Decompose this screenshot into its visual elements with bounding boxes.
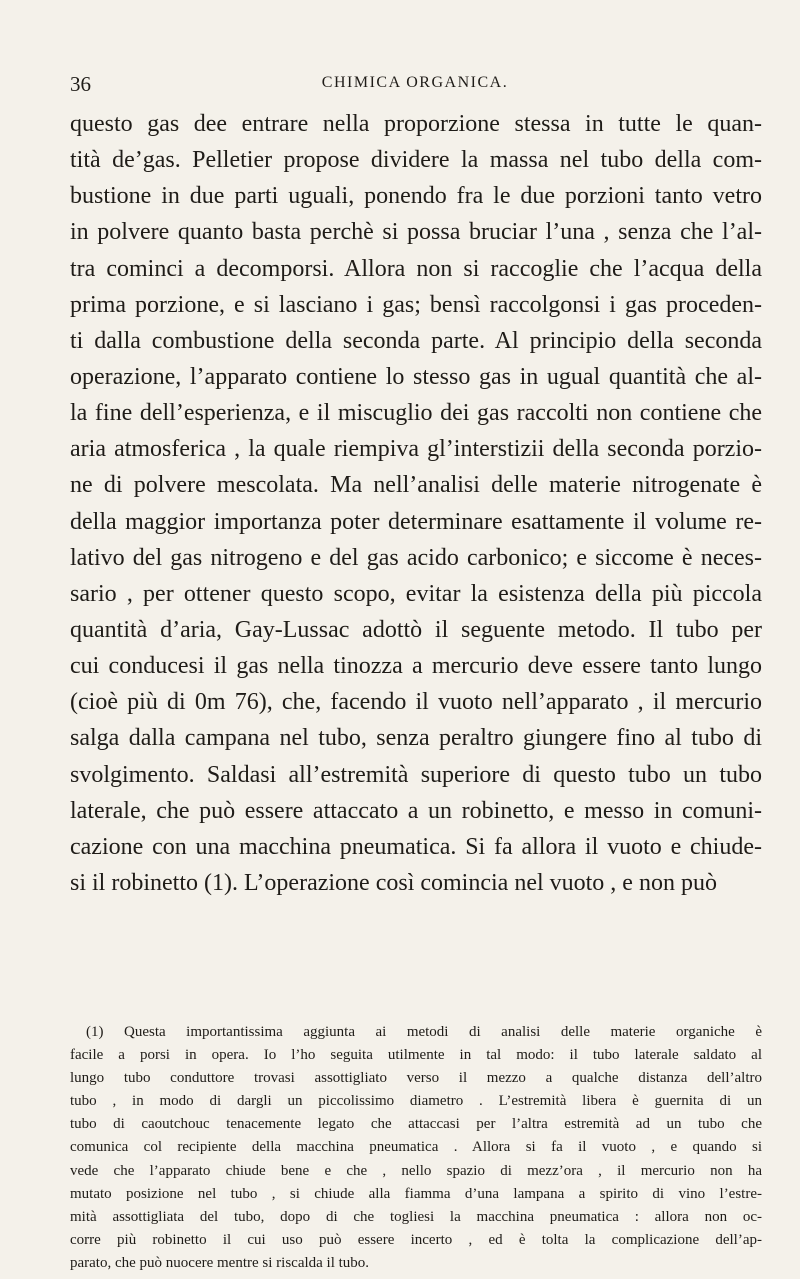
text-line: si il robinetto (1). L’operazione così comincia nel vuoto , e non può [70,869,717,896]
text-line: la fine dell’esperienza, e il miscuglio dei gas raccolti non contiene che [70,400,762,427]
text-line: in polvere quanto basta perchè si possa bruciar l’una , senza che l’al- [70,219,762,246]
main-text [70,106,762,901]
text-line: questo gas dee entrare nella proporzione stessa in tutte le quan- [70,111,762,137]
text-line: laterale, che può essere attaccato a un robinetto, e messo in comuni- [70,797,762,824]
text-line: sario , per ottener questo scopo, evitar la esistenza della più piccola [70,580,762,607]
page-header [70,72,760,102]
running-head: CHIMICA ORGANICA. [321,74,509,91]
text-line: quantità d’aria, Gay-Lussac adottò il seguente metodo. Il tubo per [70,616,762,643]
text-line: cui conducesi il gas nella tinozza a mercurio deve essere tanto lungo [70,653,762,680]
footnote-line: (1) Questa importantissima aggiunta ai metodi di analisi delle materie organiche è [86,1024,762,1040]
footnote-block [70,1021,762,1275]
text-line: della maggior importanza poter determinare esattamente il volume re- [70,508,762,535]
text-line: operazione, l’apparato contiene lo stesso gas in ugual quantità che al- [70,363,762,390]
footnote-line: mutato posizione nel tubo , si chiude alla fiamma d’una lampana a spirito di vino l’estre- [70,1185,762,1202]
footnote-line: vede che l’apparato chiude bene e che , nello spazio di mezz’ora , il mercurio non ha [70,1162,762,1179]
text-line: (cioè più di 0m 76), che, facendo il vuoto nell’apparato , il mercurio [70,689,762,716]
footnote-line: tubo , in modo di dargli un piccolissimo diametro . L’estremità libera è guernita di un [70,1093,762,1110]
footnote-line: lungo tubo conduttore trovasi assottigliato verso il mezzo a qualche distanza dell’altro [70,1070,762,1087]
text-line: tra cominci a decomporsi. Allora non si raccoglie che l’acqua della [70,255,762,282]
footnote-line: corre più robinetto il cui uso può essere incerto , ed è tolta la complicazione dell’ap- [70,1231,762,1248]
text-line: ne di polvere mescolata. Ma nell’analisi delle materie nitrogenate è [70,472,762,499]
footnote-line: mità assottigliata del tubo, dopo di che togliesi la macchina pneumatica : allora non oc- [70,1208,762,1225]
text-line: aria atmosferica , la quale riempiva gl’interstizii della seconda porzio- [70,436,762,463]
text-line: svolgimento. Saldasi all’estremità superiore di questo tubo un tubo [70,761,762,788]
text-line: salga dalla campana nel tubo, senza peraltro giungere fino al tubo di [70,725,762,752]
text-line: ti dalla combustione della seconda parte. Al principio della seconda [70,327,762,354]
footnote-line: tubo di caoutchouc tenacemente legato che attaccasi per l’altra estremità ad un tubo che [70,1116,762,1133]
text-line: tità de’gas. Pelletier propose dividere la massa nel tubo della com- [70,147,762,174]
footnote-line: comunica col recipiente della macchina pneumatica . Allora si fa il vuoto , e quando si [70,1139,762,1156]
footnote-line: facile a porsi in opera. Io l’ho seguita utilmente in tal modo: il tubo laterale saldato al [70,1047,762,1064]
page-number: 36 [70,72,91,96]
text-line: prima porzione, e si lasciano i gas; bensì raccolgonsi i gas proceden- [70,291,762,318]
text-line: lativo del gas nitrogeno e del gas acido carbonico; e siccome è neces- [70,544,762,571]
text-line: cazione con una macchina pneumatica. Si fa allora il vuoto e chiude- [70,833,762,860]
text-line: bustione in due parti uguali, ponendo fra le due porzioni tanto vetro [70,183,762,210]
footnote-line: parato, che può nuocere mentre si riscalda il tubo. [70,1254,370,1271]
